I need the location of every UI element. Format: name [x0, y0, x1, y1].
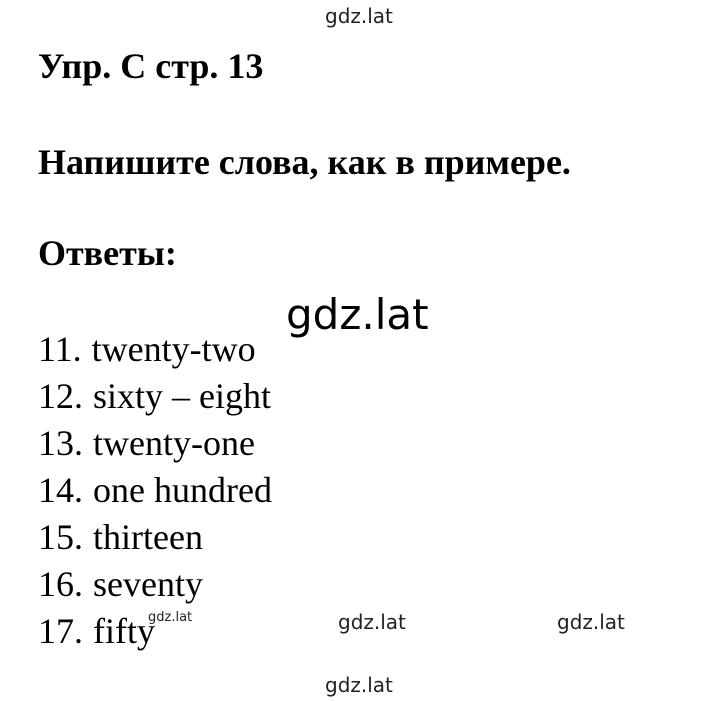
- answer-item: [38, 373, 272, 420]
- task-instruction: Напишите слова, как в примере.: [38, 142, 571, 182]
- answers-list: [38, 326, 272, 655]
- watermark-right: gdz.lat: [557, 610, 625, 634]
- answer-number: 15.: [38, 517, 83, 557]
- answer-number: 11.: [38, 329, 82, 369]
- answer-number: 13.: [38, 423, 83, 463]
- answer-item: [38, 467, 272, 514]
- answers-heading: Ответы:: [38, 233, 177, 273]
- watermark-bottom: gdz.lat: [325, 673, 393, 697]
- exercise-title: Упр. С стр. 13: [38, 46, 264, 86]
- answer-item: [38, 514, 272, 561]
- answer-text: fifty: [93, 611, 155, 651]
- answer-item: [38, 561, 272, 608]
- answer-text: thirteen: [93, 517, 203, 557]
- answer-text: twenty-one: [93, 423, 255, 463]
- answer-number: 14.: [38, 470, 83, 510]
- answer-text: twenty-two: [91, 329, 256, 369]
- answer-text: seventy: [93, 564, 203, 604]
- answer-text: sixty – eight: [93, 376, 271, 416]
- answer-number: 17.: [38, 611, 83, 651]
- watermark-center: gdz.lat: [286, 290, 429, 339]
- answer-number: 12.: [38, 376, 83, 416]
- watermark-left: gdz.lat: [148, 610, 193, 625]
- answer-number: 16.: [38, 564, 83, 604]
- watermark-mid: gdz.lat: [338, 610, 406, 634]
- answer-item: [38, 326, 272, 373]
- answer-text: one hundred: [93, 470, 272, 510]
- answer-item: [38, 420, 272, 467]
- watermark-top: gdz.lat: [325, 4, 393, 28]
